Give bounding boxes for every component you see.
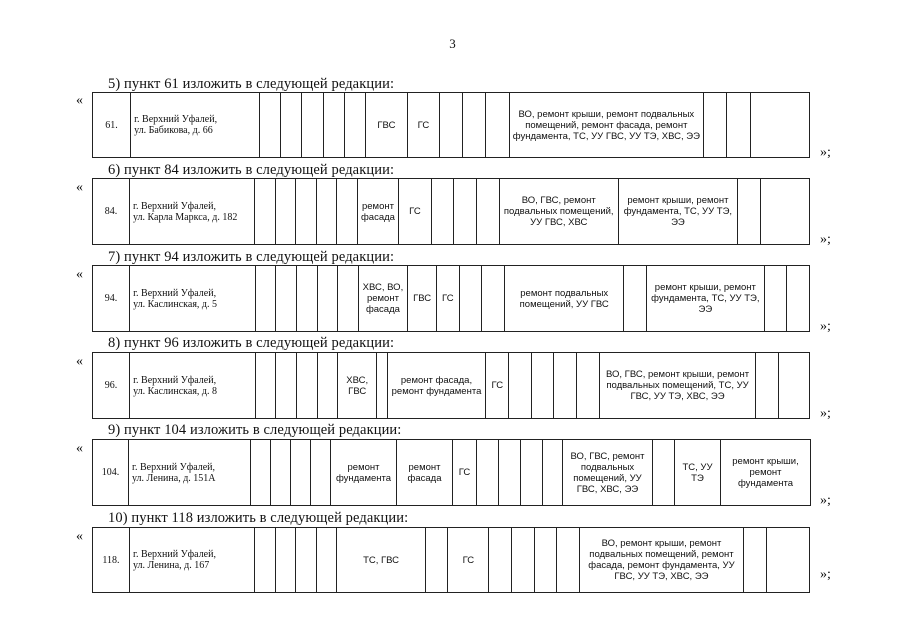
close-quote: »; xyxy=(820,493,831,508)
work-cell: ГС xyxy=(399,179,432,245)
cell xyxy=(296,528,317,593)
work-cell: ремонт фасада xyxy=(397,440,453,506)
cell xyxy=(296,179,317,245)
cell xyxy=(260,93,281,158)
cell xyxy=(521,440,543,506)
cell xyxy=(276,266,297,332)
work-cell: ГС xyxy=(448,528,489,593)
row-number: 118. xyxy=(93,528,130,593)
work-cell: ремонт фундамента xyxy=(331,440,397,506)
section-heading-84: 6) пункт 84 изложить в следующей редакции: xyxy=(108,162,395,178)
table-punkt-118 xyxy=(92,527,810,593)
cell xyxy=(255,528,276,593)
cell xyxy=(764,266,787,332)
page-number: 3 xyxy=(449,36,456,51)
section-heading-104: 9) пункт 104 изложить в следующей редакции: xyxy=(108,422,402,438)
cell xyxy=(477,440,499,506)
work-cell: ВО, ГВС, ремонт подвальных помещений, УУ ГВС, ХВС xyxy=(499,179,618,245)
cell xyxy=(489,528,512,593)
close-quote: »; xyxy=(820,145,831,160)
table-punkt-84 xyxy=(92,178,810,245)
cell xyxy=(302,93,323,158)
cell xyxy=(787,266,810,332)
cell xyxy=(750,93,809,158)
cell xyxy=(316,528,337,593)
cell xyxy=(255,179,276,245)
cell xyxy=(543,440,563,506)
cell xyxy=(454,179,477,245)
work-cell: ГС xyxy=(453,440,477,506)
cell xyxy=(251,440,271,506)
row-number: 96. xyxy=(93,353,130,419)
cell xyxy=(477,179,500,245)
close-quote: »; xyxy=(820,567,831,582)
cell xyxy=(338,266,359,332)
cell xyxy=(344,93,365,158)
open-quote: « xyxy=(76,93,83,108)
cell xyxy=(337,179,358,245)
open-quote: « xyxy=(76,529,83,544)
cell xyxy=(317,353,338,419)
section-heading-61: 5) пункт 61 изложить в следующей редакции: xyxy=(108,76,395,92)
cell xyxy=(744,528,767,593)
cell xyxy=(255,266,276,332)
cell xyxy=(275,528,296,593)
open-quote: « xyxy=(76,441,83,456)
cell xyxy=(463,93,486,158)
cell xyxy=(554,353,577,419)
address-cell: г. Верхний Уфалей, ул. Ленина, д. 151А xyxy=(129,440,251,506)
work-cell: ГС xyxy=(437,266,460,332)
open-quote: « xyxy=(76,354,83,369)
cell xyxy=(760,179,809,245)
cell xyxy=(296,266,317,332)
cell xyxy=(486,93,509,158)
work-cell: ВО, ремонт крыши, ремонт подвальных помещений, ремонт фасада, ремонт фундамента, УУ ГВС, УУ ТЭ, ХВС, ЭЭ xyxy=(579,528,743,593)
work-cell: ВО, ГВС, ремонт крыши, ремонт подвальных помещений, ТС, УУ ГВС, УУ ТЭ, ХВС, ЭЭ xyxy=(599,353,756,419)
cell xyxy=(577,353,600,419)
work-cell: ХВС, ВО, ремонт фасада xyxy=(358,266,407,332)
table-punkt-94 xyxy=(92,265,810,332)
cell xyxy=(377,353,387,419)
cell xyxy=(704,93,727,158)
work-cell: ремонт подвальных помещений, УУ ГВС xyxy=(504,266,624,332)
row-number: 104. xyxy=(93,440,129,506)
row-number: 61. xyxy=(93,93,131,158)
address-cell: г. Верхний Уфалей, ул. Каслинская, д. 5 xyxy=(130,266,256,332)
cell xyxy=(756,353,779,419)
cell xyxy=(766,528,809,593)
cell xyxy=(431,179,454,245)
work-cell: ремонт крыши, ремонт фундамента, ТС, УУ ТЭ, ЭЭ xyxy=(647,266,764,332)
work-cell: ГВС xyxy=(408,266,437,332)
work-cell: ГВС xyxy=(365,93,407,158)
work-cell: ремонт крыши, ремонт фундамента xyxy=(721,440,811,506)
work-cell: ВО, ремонт крыши, ремонт подвальных помещений, ремонт фасада, ремонт фундамента, ТС, УУ ГВС, УУ ТЭ, ХВС, ЭЭ xyxy=(509,93,704,158)
cell xyxy=(425,528,448,593)
work-cell: ХВС, ГВС xyxy=(338,353,377,419)
cell xyxy=(509,353,532,419)
cell xyxy=(624,266,647,332)
close-quote: »; xyxy=(820,406,831,421)
cell xyxy=(255,353,276,419)
address-cell: г. Верхний Уфалей, ул. Ленина, д. 167 xyxy=(129,528,254,593)
cell xyxy=(291,440,311,506)
close-quote: »; xyxy=(820,319,831,334)
section-heading-118: 10) пункт 118 изложить в следующей редакции: xyxy=(108,510,409,526)
cell xyxy=(317,266,338,332)
table-punkt-104 xyxy=(92,439,811,506)
work-cell: ГС xyxy=(486,353,509,419)
table-punkt-96 xyxy=(92,352,810,419)
address-cell: г. Верхний Уфалей, ул. Каслинская, д. 8 xyxy=(130,353,256,419)
cell xyxy=(727,93,750,158)
cell xyxy=(499,440,521,506)
work-cell: ремонт крыши, ремонт фундамента, ТС, УУ ТЭ, ЭЭ xyxy=(618,179,737,245)
work-cell: ТС, УУ ТЭ xyxy=(675,440,721,506)
cell xyxy=(531,353,554,419)
address-cell: г. Верхний Уфалей, ул. Бабикова, д. 66 xyxy=(131,93,260,158)
cell xyxy=(439,93,462,158)
cell xyxy=(276,353,297,419)
address-cell: г. Верхний Уфалей, ул. Карла Маркса, д. 182 xyxy=(129,179,254,245)
cell xyxy=(323,93,344,158)
cell xyxy=(459,266,482,332)
cell xyxy=(512,528,535,593)
work-cell: ремонт фасада xyxy=(357,179,398,245)
table-punkt-61 xyxy=(92,92,810,158)
work-cell: ВО, ГВС, ремонт подвальных помещений, УУ ГВС, ХВС, ЭЭ xyxy=(563,440,653,506)
section-heading-94: 7) пункт 94 изложить в следующей редакции: xyxy=(108,249,395,265)
work-cell: ремонт фасада, ремонт фундамента xyxy=(387,353,486,419)
work-cell: ГС xyxy=(408,93,440,158)
cell xyxy=(316,179,337,245)
cell xyxy=(275,179,296,245)
cell xyxy=(281,93,302,158)
open-quote: « xyxy=(76,180,83,195)
cell xyxy=(653,440,675,506)
section-heading-96: 8) пункт 96 изложить в следующей редакции: xyxy=(108,335,395,351)
row-number: 84. xyxy=(93,179,130,245)
cell xyxy=(737,179,760,245)
cell xyxy=(482,266,505,332)
cell xyxy=(534,528,557,593)
cell xyxy=(557,528,580,593)
cell xyxy=(778,353,809,419)
cell xyxy=(311,440,331,506)
close-quote: »; xyxy=(820,232,831,247)
open-quote: « xyxy=(76,267,83,282)
work-cell: ТС, ГВС xyxy=(337,528,425,593)
cell xyxy=(271,440,291,506)
cell xyxy=(296,353,317,419)
row-number: 94. xyxy=(93,266,130,332)
